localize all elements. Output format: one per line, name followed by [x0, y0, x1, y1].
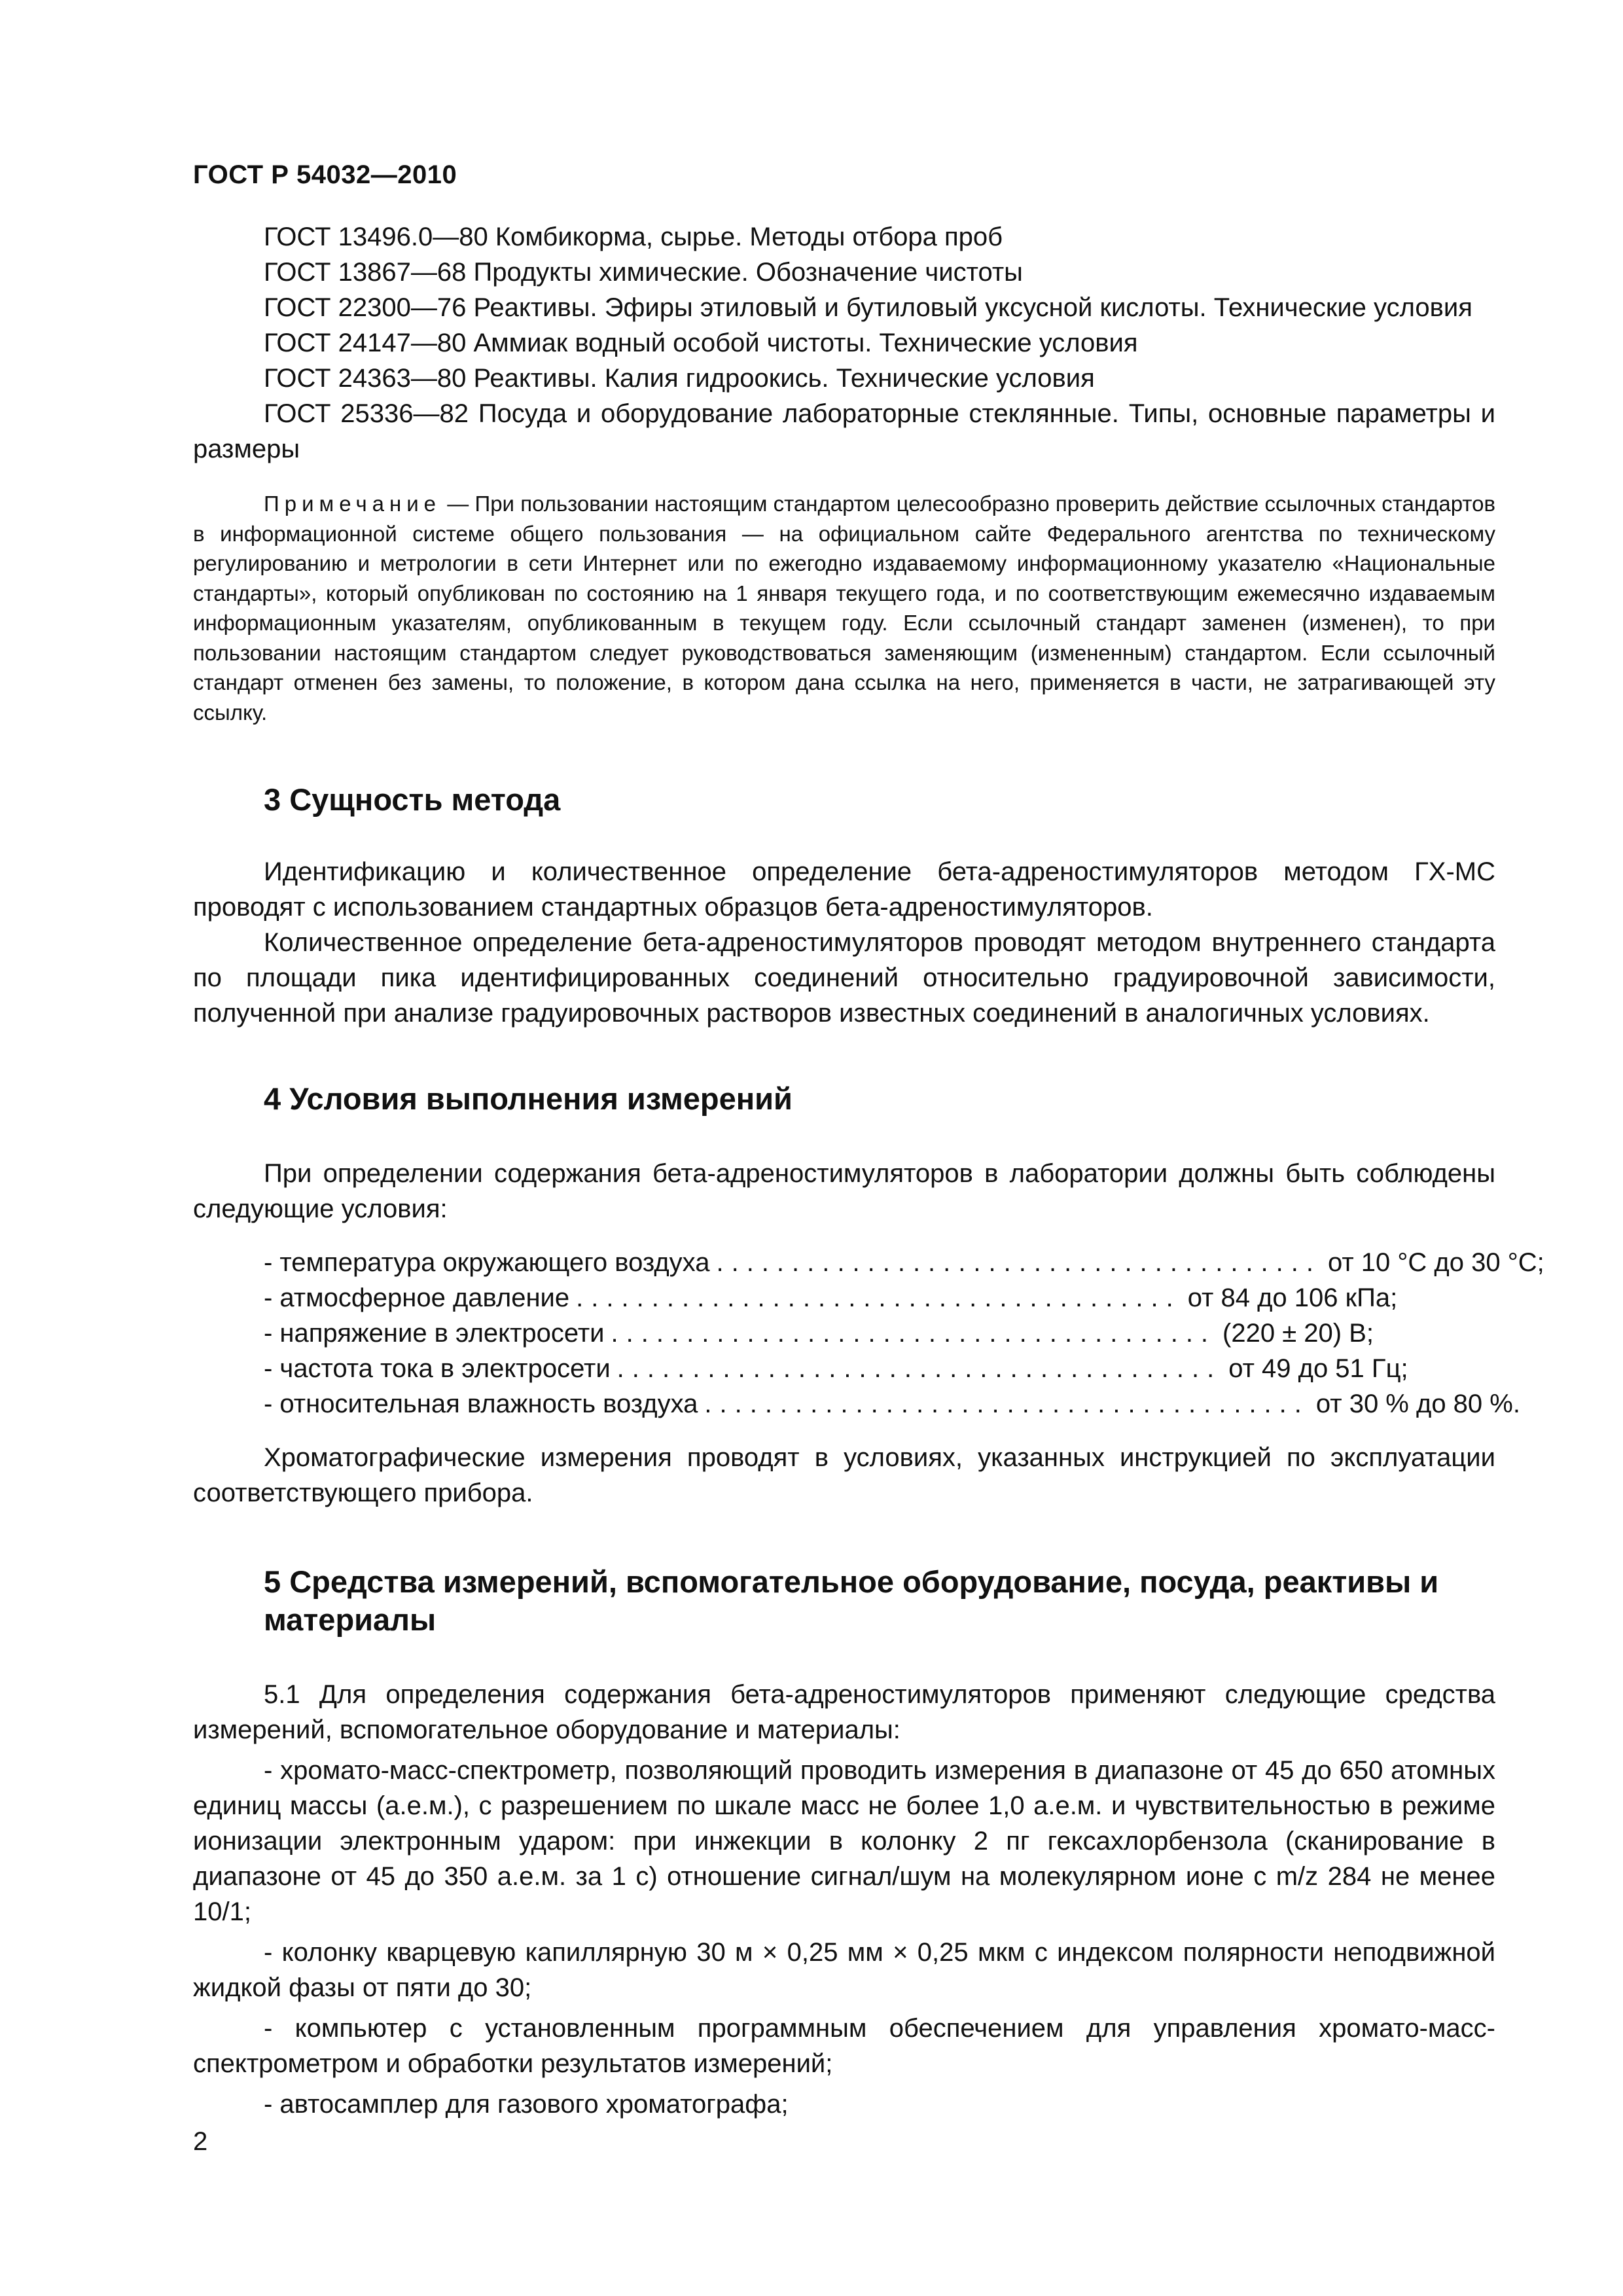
condition-row	[264, 1351, 1408, 1386]
section-5-title: 5 Средства измерений, вспомогательное оборудование, посуда, реактивы и материалы	[264, 1564, 1439, 1637]
condition-row	[264, 1386, 1520, 1422]
leader-dots: ........................................	[704, 1390, 1310, 1418]
condition-label: - напряжение в электросети	[264, 1319, 605, 1348]
section-4-outro: Хроматографические измерения проводят в условиях, указанных инструкцией по эксплуатации соответствующего прибора.	[193, 1443, 1495, 1507]
note-text: — При пользовании настоящим стандартом целесообразно проверить действие ссылочных стандартов в информационной системе общего пользования — на официальном сайте Федерального агентства по техническому регулированию и метрологии в сети Интернет или по ежегодно издаваемому информационному указателю «Национальные стандарты», который опубликован по состоянию на 1 января текущего года, и по соответствующим ежемесячно издаваемым информационным указателям, опубликованным в текущем году. Если ссылочный стандарт заменен (изменен), то при пользовании настоящим стандартом следует руководствоваться заменяющим (измененным) стандартом. Если ссылочный стандарт отменен без замены, то положение, в котором дана ссылка на него, применяется в части, не затрагивающей эту ссылку.	[193, 492, 1495, 725]
condition-value: от 10 °С до 30 °С;	[1328, 1248, 1544, 1277]
condition-value: от 49 до 51 Гц;	[1228, 1354, 1408, 1383]
section-5-paragraph: 5.1 Для определения содержания бета-адреностимуляторов применяют следующие средства измерений, вспомогательное оборудование и материалы:	[193, 1680, 1495, 1744]
condition-value: от 84 до 106 кПа;	[1187, 1283, 1398, 1312]
condition-label: - температура окружающего воздуха	[264, 1248, 710, 1277]
reference-item: ГОСТ 24147—80 Аммиак водный особой чистоты. Технические условия	[264, 329, 1138, 357]
condition-row	[264, 1316, 1374, 1351]
reference-item: ГОСТ 13867—68 Продукты химические. Обозначение чистоты	[264, 258, 1023, 287]
document-body	[193, 219, 1544, 2122]
note-label: Примечание	[264, 492, 442, 516]
page-number: 2	[193, 2127, 208, 2156]
section-3-paragraph: Идентификацию и количественное определение бета-адреностимуляторов методом ГХ-МС проводят с использованием стандартных образцов бета-адреностимуляторов.	[193, 857, 1495, 922]
section-5-paragraph: - автосамплер для газового хроматографа;	[264, 2090, 789, 2119]
condition-label: - относительная влажность воздуха	[264, 1390, 698, 1418]
condition-label: - атмосферное давление	[264, 1283, 570, 1312]
leader-dots: ........................................	[716, 1248, 1321, 1277]
condition-row	[264, 1245, 1544, 1280]
section-3-paragraph: Количественное определение бета-адреностимуляторов проводят методом внутреннего стандарта по площади пика идентифицированных соединений относительно градуировочной зависимости, полученной при анализе градуировочных растворов известных соединений в аналогичных условиях.	[193, 928, 1495, 1028]
reference-item: ГОСТ 22300—76 Реактивы. Эфиры этиловый и бутиловый уксусной кислоты. Технические условия	[264, 293, 1472, 322]
leader-dots: ........................................	[611, 1319, 1217, 1348]
reference-item: ГОСТ 25336—82 Посуда и оборудование лабораторные стеклянные. Типы, основные параметры и размеры	[193, 399, 1495, 463]
section-5-paragraph: - компьютер с установленным программным обеспечением для управления хромато-масс-спектрометром и обработки результатов измерений;	[193, 2014, 1495, 2078]
leader-dots: ........................................	[576, 1283, 1181, 1312]
section-4-title: 4 Условия выполнения измерений	[264, 1081, 793, 1116]
section-3-title: 3 Сущность метода	[264, 782, 561, 817]
reference-list	[193, 219, 1495, 467]
section-5-paragraph: - колонку кварцевую капиллярную 30 м × 0,25 мм × 0,25 мкм с индексом полярности неподвижной жидкой фазы от пяти до 30;	[193, 1938, 1495, 2002]
section-5-paragraph: - хромато-масс-спектрометр, позволяющий проводить измерения в диапазоне от 45 до 650 атомных единиц массы (а.е.м.), с разрешением по шкале масс не более 1,0 а.е.м. и чувствительностью в режиме ионизации электронным ударом: при инжекции в колонку 2 пг гексахлорбензола (сканирование в диапазоне от 45 до 350 а.е.м. за 1 с) отношение сигнал/шум на молекулярном ионе с m/z 284 не менее 10/1;	[193, 1756, 1495, 1926]
condition-value: от 30 % до 80 %.	[1315, 1390, 1520, 1418]
leader-dots: ........................................	[616, 1354, 1222, 1383]
note-paragraph	[193, 489, 1495, 727]
condition-value: (220 ± 20) В;	[1222, 1319, 1374, 1348]
document-header: ГОСТ Р 54032—2010	[193, 160, 457, 189]
conditions-list	[264, 1245, 1544, 1422]
reference-item: ГОСТ 24363—80 Реактивы. Калия гидроокись. Технические условия	[264, 364, 1095, 393]
section-4-intro: При определении содержания бета-адреностимуляторов в лаборатории должны быть соблюдены следующие условия:	[193, 1159, 1495, 1223]
condition-label: - частота тока в электросети	[264, 1354, 611, 1383]
condition-row	[264, 1280, 1398, 1316]
reference-item: ГОСТ 13496.0—80 Комбикорма, сырье. Методы отбора проб	[264, 223, 1003, 251]
